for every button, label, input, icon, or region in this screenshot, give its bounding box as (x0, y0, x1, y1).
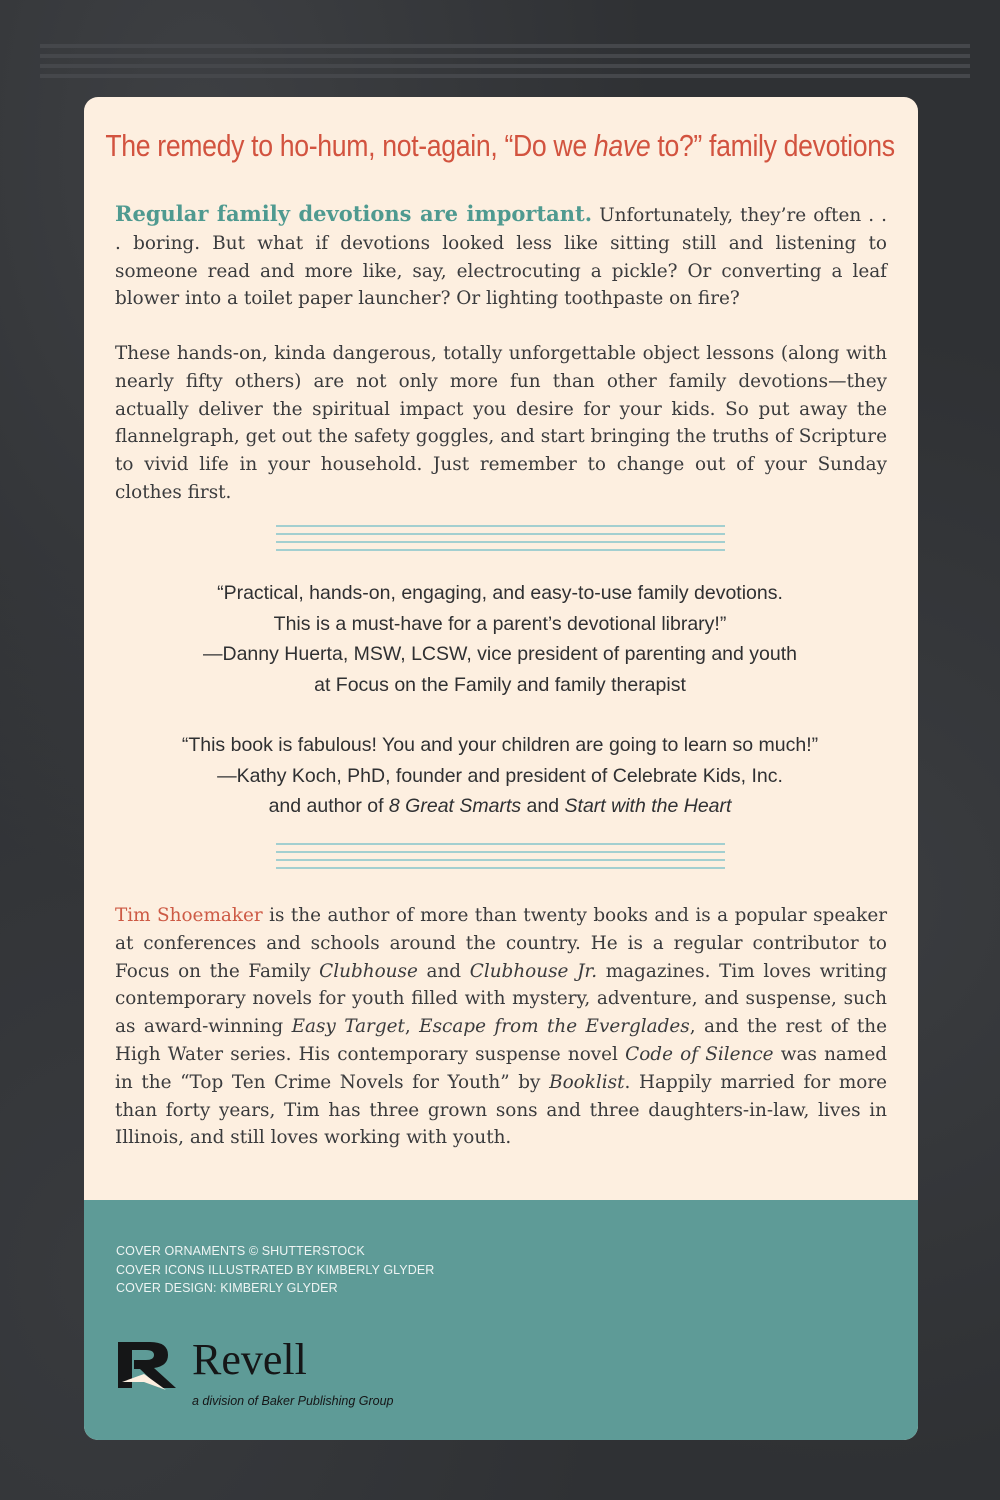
author-bio: Tim Shoemaker is the author of more than twenty books and is a popular speaker at conferences and schools around the country. He is a regular contributor to Focus on the Family Clubhouse and Clubhouse Jr. magazines. Tim loves writing contemporary novels for youth filled with mystery, adventure, and suspense, such as award-winning Easy Target, Escape from the Everglades, and the rest of the High Water series. His contemporary suspense novel Code of Silence was named in the “Top Ten Crime Novels for Youth” by Booklist. Happily married for more than forty years, Tim has three grown sons and three daughters-in-law, lives in Illinois, and still loves working with youth. (115, 905, 888, 1149)
intro-body: Unfortunately, they’re often . . . boring. But what if devotions looked less like sitting still and listening to someone read and more like, say, electrocuting a pickle? Or converting a leaf blower into a toilet paper launcher? Or lighting toothpaste on fire? (115, 205, 887, 310)
credit-line: COVER ORNAMENTS © SHUTTERSTOCK (116, 1244, 365, 1258)
divider-top (276, 525, 725, 551)
headline: The remedy to ho-hum, not-again, “Do we have to?” family devotions (105, 128, 895, 163)
endorsement-koch (100, 730, 900, 822)
divider-bottom (276, 843, 725, 869)
book-title: Escape from the Everglades (419, 1016, 690, 1038)
teal-footer (84, 1200, 918, 1440)
endorser-role: at Focus on the Family and family therapist (314, 673, 686, 696)
book-title: Easy Target (291, 1016, 405, 1038)
credit-line: COVER ICONS ILLUSTRATED BY KIMBERLY GLYDER (116, 1262, 435, 1277)
book-title: Booklist (549, 1071, 625, 1093)
endorsement-huerta (100, 578, 900, 700)
intro-paragraph (115, 200, 887, 313)
publisher-subtitle: a division of Baker Publishing Group (192, 1394, 394, 1408)
endorser-name: —Kathy Koch (217, 764, 337, 787)
book-title: 8 Great Smarts (388, 795, 522, 817)
publisher-name: Revell (192, 1335, 307, 1384)
endorser-role: and (521, 795, 565, 817)
endorser-role: , MSW, LCSW, vice president of parenting and youth (342, 643, 797, 665)
book-title: Clubhouse (319, 960, 418, 982)
book-title: Start with the Heart (564, 795, 732, 817)
quote-line: “This book is fabulous! You and your children are going to learn so much!” (181, 734, 819, 756)
endorser-role: and author of (268, 795, 389, 817)
cover-credits (116, 1242, 434, 1298)
top-stripes (40, 44, 970, 89)
pitch-paragraph: These hands-on, kinda dangerous, totally unforgettable object lessons (along with nearly fifty others) are not only more fun than other family devotions—they actually deliver the spiritual impact you desire for your kids. So put away the flannelgraph, get out the safety goggles, and start bringing the truths of Scripture to vivid life in your household. Just remember to change out of your Sunday clothes first. (115, 343, 887, 503)
endorser-name: —Danny Huerta (203, 643, 343, 665)
author-name: Tim Shoemaker (115, 905, 263, 926)
quote-line: This is a must-have for a parent’s devotional library!” (273, 612, 727, 635)
endorser-role: , PhD, founder and president of Celebrate Kids, Inc. (336, 764, 783, 787)
revell-r-logo-icon (116, 1338, 182, 1392)
quote-line: “Practical, hands-on, engaging, and easy-to-use family devotions. (217, 582, 783, 604)
book-title: Code of Silence (625, 1043, 774, 1065)
book-title: Clubhouse Jr. (469, 960, 598, 982)
credit-line: COVER DESIGN: KIMBERLY GLYDER (116, 1281, 338, 1295)
intro-lead: Regular family devotions are important. (115, 201, 593, 226)
